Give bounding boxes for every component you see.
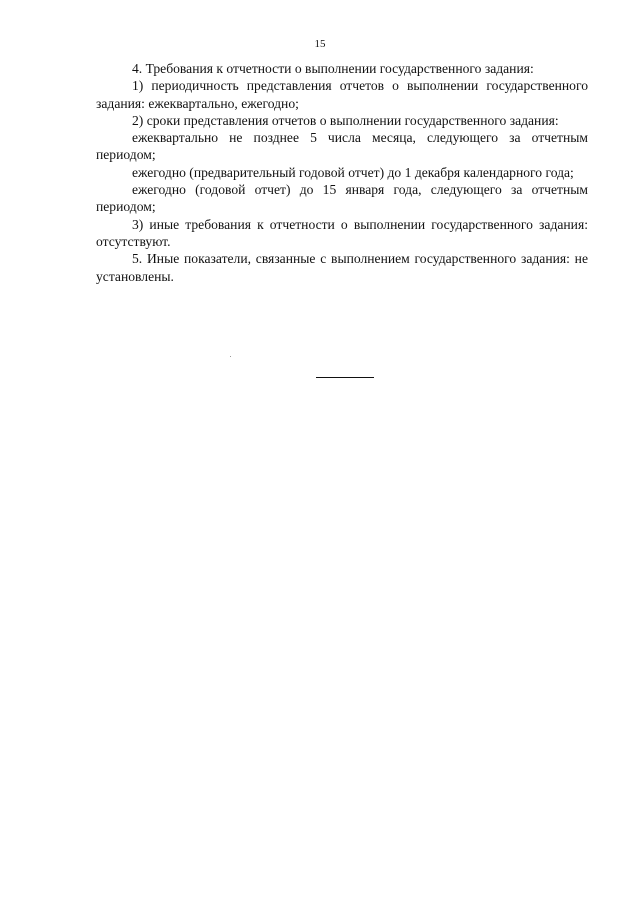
- document-body: [96, 60, 588, 285]
- paragraph-other-indicators: 5. Иные показатели, связанные с выполнением государственного задания: не установлены.: [96, 251, 588, 284]
- paragraph-quarterly-deadline: ежеквартально не позднее 5 числа месяца, следующего за отчетным периодом;: [96, 130, 588, 163]
- paragraph-reporting-deadlines: 2) сроки представления отчетов о выполнении государственного задания:: [132, 112, 559, 128]
- paragraph-preliminary-annual-deadline: ежегодно (предварительный годовой отчет) до 1 декабря календарного года;: [132, 164, 574, 180]
- page-number: 15: [314, 38, 326, 50]
- paragraph-reporting-requirements: 4. Требования к отчетности о выполнении государственного задания:: [132, 61, 534, 76]
- paragraph-annual-deadline: ежегодно (годовой отчет) до 15 января года, следующего за отчетным периодом;: [96, 182, 588, 215]
- scan-dot: [230, 356, 231, 357]
- paragraph-other-requirements: 3) иные требования к отчетности о выполнении государственного задания: отсутствуют.: [96, 216, 588, 249]
- paragraph-reporting-frequency: 1) периодичность представления отчетов о выполнении государственного задания: ежеквартально, ежегодно;: [96, 78, 588, 111]
- end-of-document-rule: [316, 377, 374, 378]
